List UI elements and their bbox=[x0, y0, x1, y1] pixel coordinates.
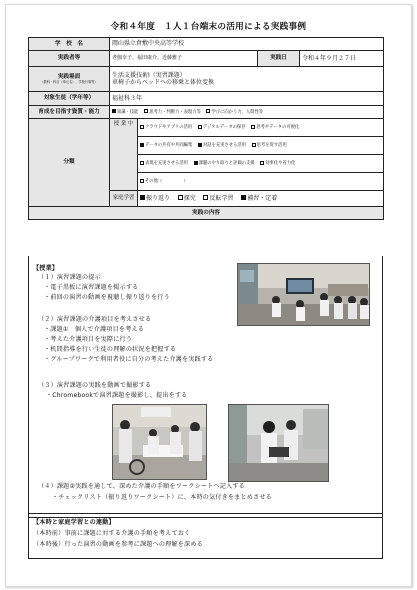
ability-option-3: 学びに向かう力、人間性等 bbox=[211, 109, 264, 115]
category-option: 課題のやり取りと評価の支援 bbox=[198, 161, 255, 167]
checkbox-cat-1-2[interactable] bbox=[198, 125, 202, 129]
category-option: 思考やデータの可視化 bbox=[256, 125, 300, 131]
scene-value bbox=[110, 67, 384, 92]
home-option-1: 振り返り bbox=[146, 194, 171, 202]
page-title: 令和４年度 １人１台端末の活用による実践事例 bbox=[110, 22, 307, 32]
step3-item-1: ・Chromebookで演習課題を撮影し、提出をする bbox=[46, 392, 188, 399]
home-heading: 【本時と家庭学習との連動】 bbox=[33, 519, 115, 526]
checkbox-ability-2[interactable] bbox=[144, 109, 148, 113]
home-after: （本時後）行った演習の動画を参考に課題への理解を深める bbox=[33, 541, 203, 548]
scene-label-note: （教科・科目（単元名）、学校行事等） bbox=[40, 80, 98, 85]
checkbox-cat-3-2[interactable] bbox=[194, 161, 198, 165]
category-option: その他（ ） bbox=[145, 179, 188, 185]
step1-item-2: ・前回の演習の動画を視聴し振り返りを行う bbox=[44, 294, 170, 301]
ability-option-2: 思考力・判断力・表現力等 bbox=[149, 109, 201, 115]
checkbox-cat-2-1[interactable] bbox=[140, 143, 144, 147]
checkbox-cat-4-1[interactable] bbox=[140, 179, 144, 183]
checkbox-cat-1-3[interactable] bbox=[251, 125, 255, 129]
date-label: 実践日 bbox=[258, 51, 300, 67]
category-option: 対話を充実させる活用 bbox=[202, 143, 246, 149]
category-option: クラウドやアプリの活用 bbox=[145, 125, 193, 131]
home-before: （本時前）事前に課題に対する介護の手順を考えておく bbox=[33, 530, 191, 537]
checkbox-home-1[interactable] bbox=[140, 195, 145, 200]
lesson-label: 授 業 中 bbox=[110, 119, 138, 191]
step1-title: （１）演習課題の提示 bbox=[38, 274, 101, 281]
step1-item-1: ・電子黒板に演習課題を掲示する bbox=[44, 284, 139, 291]
checkbox-home-4[interactable] bbox=[241, 195, 246, 200]
step2-item-1: ・課題① 個人で介護項目を考える bbox=[44, 326, 145, 333]
category-option: デジタルデータの保存 bbox=[202, 125, 246, 131]
class-heading: 【授業】 bbox=[33, 265, 59, 272]
checkbox-cat-3-3[interactable] bbox=[260, 161, 264, 165]
home-option-3: 反転学習 bbox=[209, 194, 234, 202]
category-row-1 bbox=[138, 119, 384, 137]
category-label: 分類 bbox=[29, 119, 110, 207]
step2-title: （２）演習課題の介護項目を考えさせる bbox=[38, 316, 152, 323]
ability-option-1: 知識・技能 bbox=[117, 109, 139, 115]
category-option: 思考を促す活用 bbox=[256, 143, 287, 149]
date-value: 令和４年９月２７日 bbox=[300, 51, 384, 67]
checkbox-cat-2-3[interactable] bbox=[252, 143, 256, 147]
category-option: 効率化や省力化 bbox=[265, 161, 296, 167]
home-label: 家庭学習 bbox=[110, 191, 138, 207]
category-option: データの共有や共同編集 bbox=[145, 143, 193, 149]
home-option-4: 補習・定着 bbox=[247, 194, 278, 202]
classroom-photo bbox=[237, 263, 370, 326]
scene-label-main: 実践場面 bbox=[57, 73, 81, 80]
step4-title: （４）課題②実践を通して、深めた介護の手順をワークシートへ記入する bbox=[38, 483, 245, 490]
step3-title: （３）演習課題の実践を動画で撮影する bbox=[38, 382, 152, 389]
home-option-2: 探究 bbox=[183, 194, 196, 202]
content-header: 実践の内容 bbox=[29, 207, 384, 220]
checkbox-home-2[interactable] bbox=[178, 195, 183, 200]
step2-item-3: ・机間指導を行い生徒の理解の状況を把握する bbox=[44, 346, 177, 353]
step2-item-2: ・考えた介護項目を実際に行う bbox=[44, 336, 133, 343]
scene-line2: 車椅子からベッドへの移乗と体位変換 bbox=[112, 79, 215, 86]
teacher-value: 老伽幸子、福田康介、近藤雅子 bbox=[110, 51, 258, 67]
school-value: 岡山県立倉敷中央高等学校 bbox=[110, 38, 384, 51]
scene-label bbox=[29, 67, 110, 92]
scene-line1: 生活支援技術Ⅰ（実習課題） bbox=[112, 71, 186, 79]
category-row-4 bbox=[138, 173, 384, 191]
checkbox-cat-1-1[interactable] bbox=[140, 125, 144, 129]
home-options bbox=[138, 191, 384, 207]
category-row-2 bbox=[138, 137, 384, 155]
ability-options bbox=[110, 106, 384, 119]
category-row-3 bbox=[138, 155, 384, 173]
checkbox-home-3[interactable] bbox=[203, 195, 208, 200]
bed-transfer-photo bbox=[112, 404, 207, 480]
checkbox-ability-3[interactable] bbox=[206, 109, 210, 113]
target-value: 福祉科３年 bbox=[110, 92, 384, 106]
info-table bbox=[28, 37, 384, 220]
checkbox-cat-3-1[interactable] bbox=[140, 161, 144, 165]
checkbox-cat-2-2[interactable] bbox=[198, 143, 202, 147]
step2-item-4: ・グループワークで利用者役に自分の考えた介護を実践する bbox=[44, 356, 214, 363]
checkbox-ability-1[interactable] bbox=[112, 109, 116, 113]
target-label: 対象生徒（学年等） bbox=[29, 92, 110, 106]
school-label: 学 校 名 bbox=[29, 38, 110, 51]
category-option: 表現を充実させる活用 bbox=[145, 161, 188, 167]
teacher-label: 実践者等 bbox=[29, 51, 110, 67]
step4-item-1: ・チェックリスト（振り返りワークシート）に、本時の気付きをまとめさせる bbox=[52, 494, 272, 501]
chromebook-photo bbox=[228, 404, 329, 482]
ability-label: 育成を目指す資質・能力 bbox=[29, 106, 110, 119]
